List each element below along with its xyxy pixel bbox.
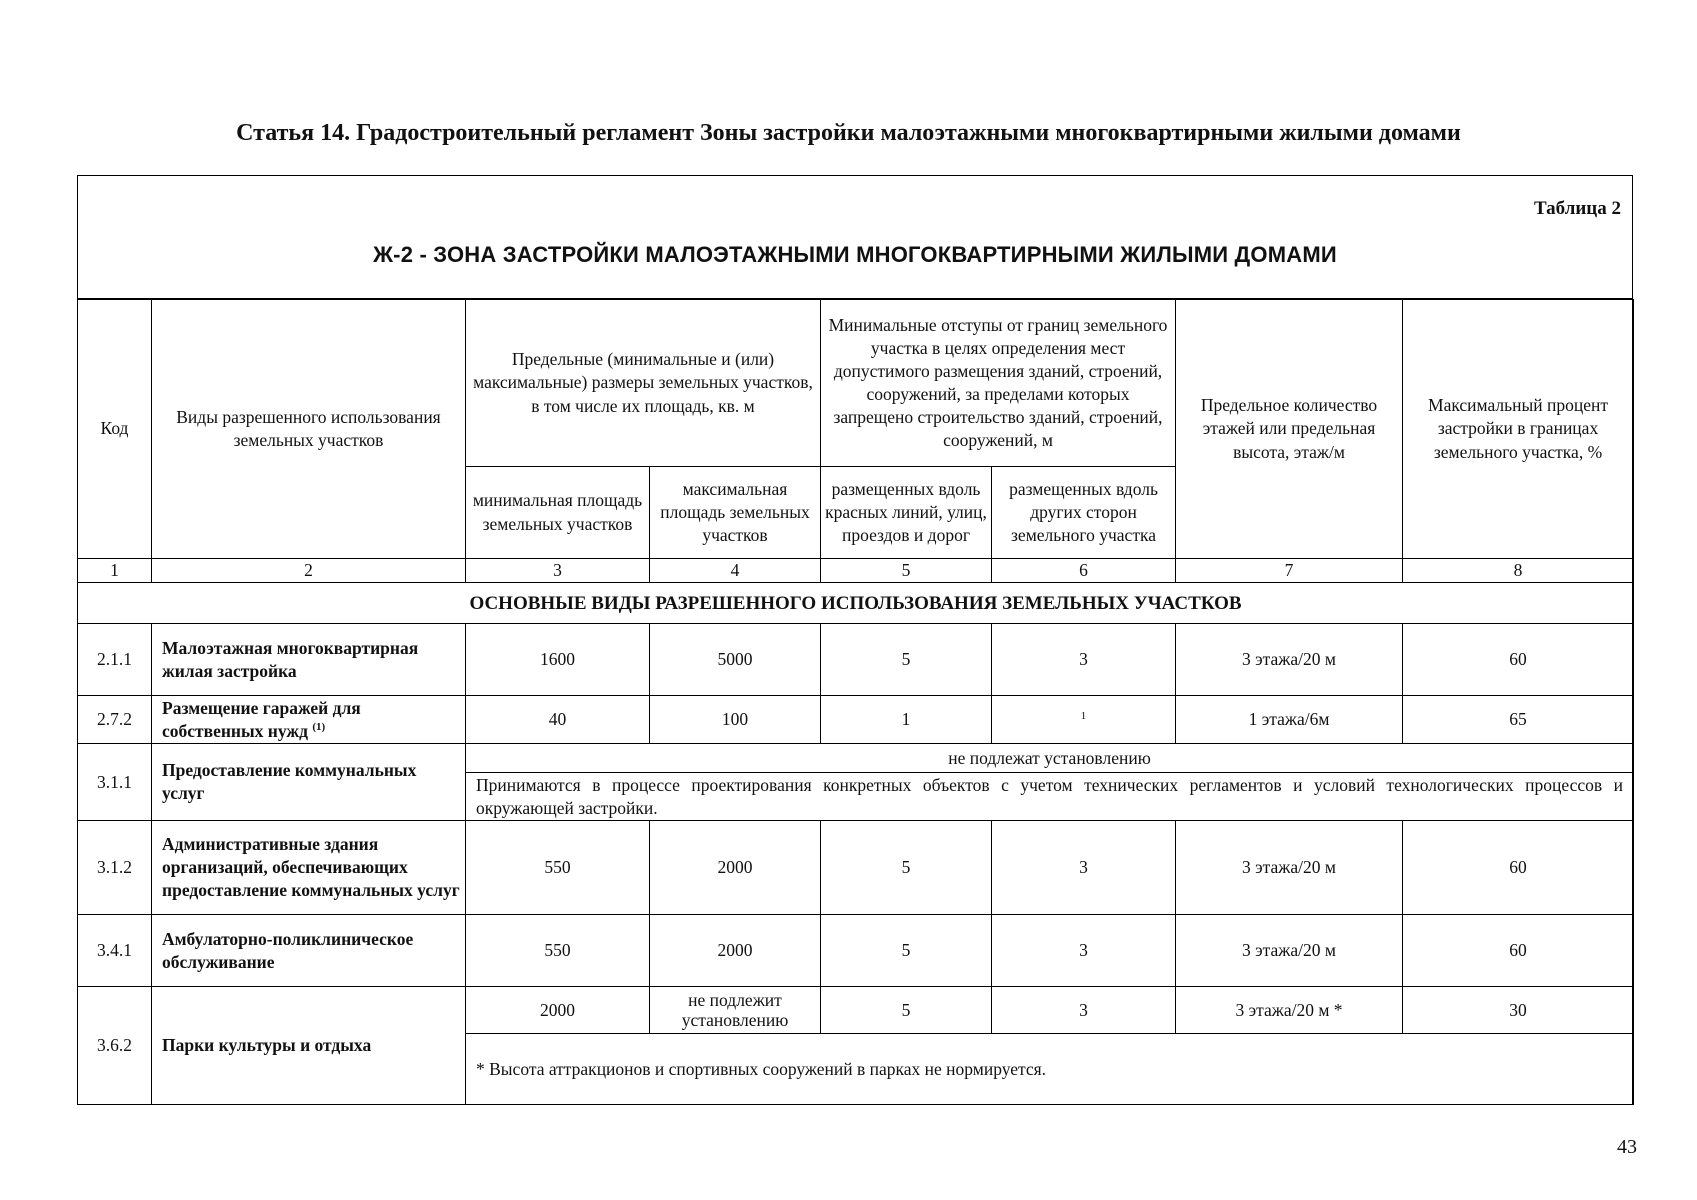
- column-number: 7: [1176, 559, 1403, 583]
- column-number: 5: [821, 559, 992, 583]
- table-caption: [77, 175, 1633, 299]
- row-min-area: 2000: [466, 987, 650, 1034]
- row-coverage: 60: [1403, 915, 1634, 987]
- table-row: [78, 624, 1634, 696]
- row-use: Малоэтажная многоквартирная жилая застройка: [152, 624, 466, 696]
- row-min-area: 550: [466, 915, 650, 987]
- row-min-area: 40: [466, 696, 650, 744]
- row-coverage: 65: [1403, 696, 1634, 744]
- row-max-area: 2000: [650, 821, 821, 915]
- row-min-area: 1600: [466, 624, 650, 696]
- row-red-setback: 5: [821, 987, 992, 1034]
- column-number: 2: [152, 559, 466, 583]
- zone-title: Ж-2 - ЗОНА ЗАСТРОЙКИ МАЛОЭТАЖНЫМИ МНОГОКВАРТИРНЫМИ ЖИЛЫМИ ДОМАМИ: [373, 242, 1337, 267]
- table-row: [78, 987, 1634, 1034]
- row-floors: 3 этажа/20 м: [1176, 915, 1403, 987]
- row-max-area: 100: [650, 696, 821, 744]
- row-red-setback: 5: [821, 624, 992, 696]
- table-row: [78, 821, 1634, 915]
- section-title: ОСНОВНЫЕ ВИДЫ РАЗРЕШЕННОГО ИСПОЛЬЗОВАНИЯ ЗЕМЕЛЬНЫХ УЧАСТКОВ: [78, 583, 1634, 624]
- row-max-area: 2000: [650, 915, 821, 987]
- row-floors: 3 этажа/20 м: [1176, 624, 1403, 696]
- column-number: 4: [650, 559, 821, 583]
- row-use: Административные здания организаций, обеспечивающих предоставление коммунальных услуг: [152, 821, 466, 915]
- row-other-setback-cell: [992, 696, 1176, 744]
- article-heading: Статья 14. Градостроительный регламент Зоны застройки малоэтажными многоквартирными жилыми домами: [236, 120, 1461, 146]
- row-note-attractions: * Высота аттракционов и спортивных сооружений в парках не нормируется.: [466, 1034, 1634, 1105]
- row-code: 2.7.2: [78, 696, 152, 744]
- table-row: [78, 696, 1634, 744]
- header-floors: Предельное количество этажей или предельная высота, этаж/м: [1176, 300, 1403, 559]
- row-use: Парки культуры и отдыха: [152, 987, 466, 1105]
- row-min-area: 550: [466, 821, 650, 915]
- row-max-area: не подлежит установлению: [650, 987, 821, 1034]
- header-use: Виды разрешенного использования земельных участков: [152, 300, 466, 559]
- row-other-setback: 3: [992, 987, 1176, 1034]
- row-other-setback: 1: [1080, 710, 1087, 723]
- row-use-cell: [152, 696, 466, 744]
- row-code: 3.1.1: [78, 744, 152, 821]
- header-sizes: Предельные (минимальные и (или) максимальные) размеры земельных участков, в том числе их площадь, кв. м: [466, 300, 821, 467]
- row-code: 3.1.2: [78, 821, 152, 915]
- header-max-area: максимальная площадь земельных участков: [650, 467, 821, 559]
- row-other-setback: 3: [992, 915, 1176, 987]
- row-coverage: 30: [1403, 987, 1634, 1034]
- header-row-main: [78, 300, 1634, 467]
- row-coverage: 60: [1403, 821, 1634, 915]
- column-number: 1: [78, 559, 152, 583]
- row-code: 2.1.1: [78, 624, 152, 696]
- row-max-area: 5000: [650, 624, 821, 696]
- row-red-setback: 1: [821, 696, 992, 744]
- table-row: [78, 915, 1634, 987]
- row-other-setback: 3: [992, 624, 1176, 696]
- regulation-table: [77, 299, 1634, 1105]
- row-red-setback: 5: [821, 821, 992, 915]
- table-number-label: Таблица 2: [1533, 198, 1621, 219]
- section-row: [78, 583, 1634, 624]
- row-red-setback: 5: [821, 915, 992, 987]
- row-note-design: Принимаются в процессе проектирования конкретных объектов с учетом технических регламентов и условий технологических процессов и окружающей застройки.: [466, 773, 1634, 821]
- row-code: 3.6.2: [78, 987, 152, 1105]
- row-floors: 3 этажа/20 м: [1176, 821, 1403, 915]
- row-use: Предоставление коммунальных услуг: [152, 744, 466, 821]
- header-setbacks: Минимальные отступы от границ земельного участка в целях определения мест допустимого размещения зданий, строений, сооружений, за пределами которых запрещено строительство зданий, строений, сооружений, м: [821, 300, 1176, 467]
- row-code: 3.4.1: [78, 915, 152, 987]
- header-other-sides: размещенных вдоль других сторон земельного участка: [992, 467, 1176, 559]
- column-number: 3: [466, 559, 650, 583]
- row-floors: 3 этажа/20 м *: [1176, 987, 1403, 1034]
- page-number: 43: [1617, 1136, 1637, 1158]
- column-number-row: [78, 559, 1634, 583]
- header-red-lines: размещенных вдоль красных линий, улиц, проездов и дорог: [821, 467, 992, 559]
- header-code: Код: [78, 300, 152, 559]
- table-row: [78, 744, 1634, 773]
- footnote-marker: (1): [312, 720, 326, 733]
- row-floors: 1 этажа/6м: [1176, 696, 1403, 744]
- header-min-area: минимальная площадь земельных участков: [466, 467, 650, 559]
- header-coverage: Максимальный процент застройки в границах земельного участка, %: [1403, 300, 1634, 559]
- column-number: 6: [992, 559, 1176, 583]
- row-coverage: 60: [1403, 624, 1634, 696]
- column-number: 8: [1403, 559, 1634, 583]
- row-use: Размещение гаражей для собственных нужд: [162, 697, 361, 741]
- row-use: Амбулаторно-поликлиническое обслуживание: [152, 915, 466, 987]
- row-note-not-established: не подлежат установлению: [466, 744, 1634, 773]
- row-other-setback: 3: [992, 821, 1176, 915]
